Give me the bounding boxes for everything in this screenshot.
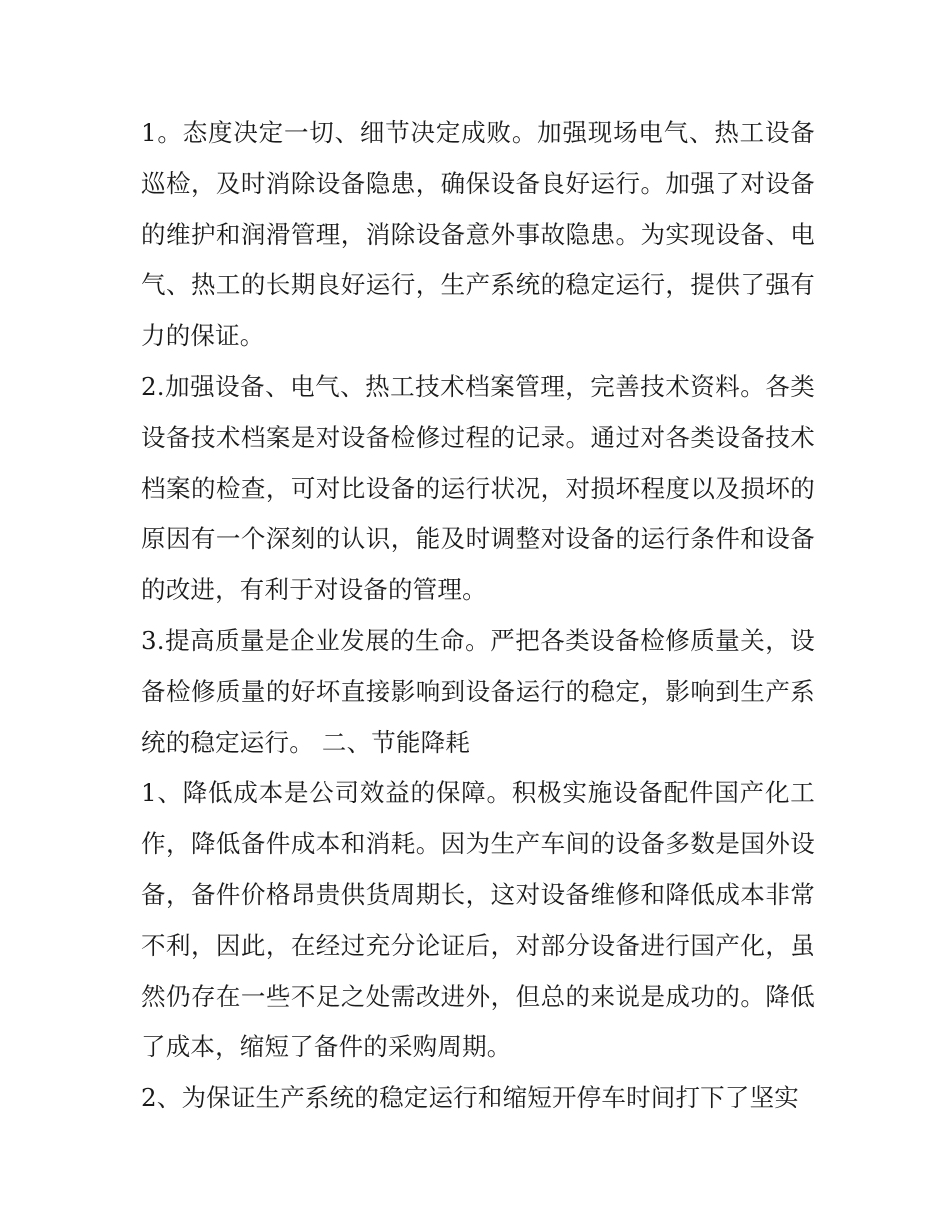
paragraph-equipment-inspection: 1。态度决定一切、细节决定成败。加强现场电气、热工设备巡检，及时消除设备隐患，确保设备良好运行。加强了对设备的维护和润滑管理，消除设备意外事故隐患。为实现设备、电气、热工的长期良好运行，生产系统的稳定运行，提供了强有力的保证。 <box>141 118 815 351</box>
paragraph-quality-control: 3.提高质量是企业发展的生命。严把各类设备检修质量关，设备检修质量的好坏直接影响到设备运行的稳定，影响到生产系统的稳定运行。 二、节能降耗 <box>141 625 815 757</box>
paragraph-system-stability: 2、为保证生产系统的稳定运行和缩短开停车时间打下了坚实 <box>141 1083 799 1113</box>
paragraph-cost-reduction: 1、降低成本是公司效益的保障。积极实施设备配件国产化工作，降低备件成本和消耗。因为生产车间的设备多数是国外设备，备件价格昂贵供货周期长，这对设备维修和降低成本非常不利，因此，在经过充分论证后，对部分设备进行国产化，虽然仍存在一些不足之处需改进外，但总的来说是成功的。降低了成本，缩短了备件的采购周期。 <box>141 778 815 1062</box>
document-body <box>141 108 815 1124</box>
paragraph-technical-archives: 2.加强设备、电气、热工技术档案管理，完善技术资料。各类设备技术档案是对设备检修过程的记录。通过对各类设备技术档案的检查，可对比设备的运行状况，对损坏程度以及损坏的原因有一个深刻的认识，能及时调整对设备的运行条件和设备的改进，有利于对设备的管理。 <box>141 371 815 605</box>
